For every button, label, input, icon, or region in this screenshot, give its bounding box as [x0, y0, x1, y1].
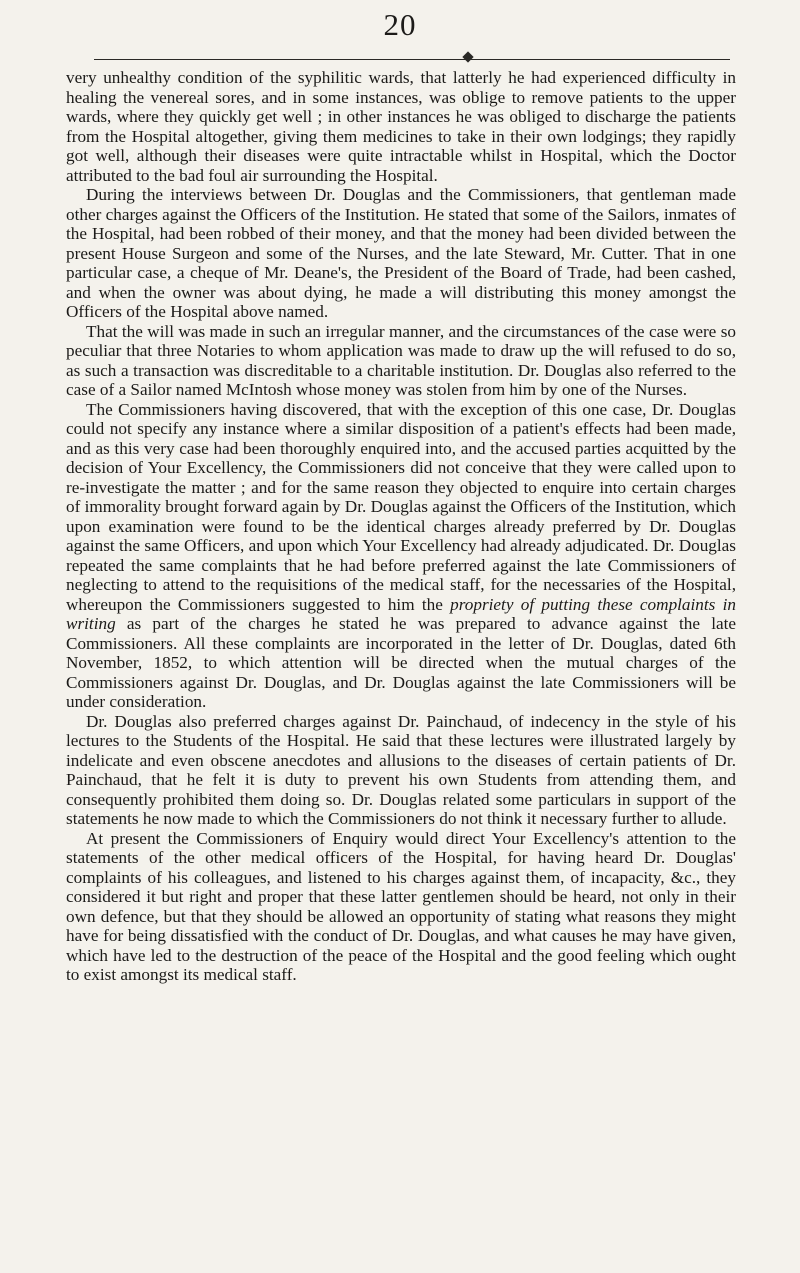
text-segment: as part of the charges he stated he was prepared to advance against the late Commissioners. All these complaints are incorporated in the letter of Dr. Douglas, dated 6th November, 1852, to which attention will be directed when the mutual charges of the Commissioners against Dr. Douglas, and Dr. Douglas against the late Commissioners will be under consideration. — [66, 614, 736, 711]
rule-ornament — [462, 51, 473, 62]
paragraph — [66, 185, 736, 322]
text-segment: The Commissioners having discovered, that with the exception of this one case, Dr. Douglas could not specify any instance where a similar disposition of a patient's effects had been made, and as this very case had been thoroughly enquired into, and the accused parties acquitted by the decision of Your Excellency, the Commissioners did not conceive that they were called upon to re-investigate the matter ; and for the same reason they objected to enquire into certain charges of immorality brought forward again by Dr. Douglas against the Officers of the Institution, which upon examination were found to be the identical charges already preferred by Dr. Douglas against the same Officers, and upon which Your Excellency had already adjudicated. Dr. Douglas repeated the same complaints that he had before preferred against the late Commissioners of neglecting to attend to the requisitions of the medical staff, for the necessaries of the Hospital, whereupon the Commissioners suggested to him the — [66, 399, 736, 614]
text-segment: During the interviews between Dr. Douglas and the Commissioners, that gentleman made other charges against the Officers of the Institution. He stated that some of the Sailors, inmates of the Hospital, had been robbed of their money, and that the money had been divided between the present House Surgeon and some of the Nurses, and the late Steward, Mr. Cutter. That in one particular case, a cheque of Mr. Deane's, the President of the Board of Trade, had been cashed, and when the owner was about dying, he made a will distributing this money amongst the Officers of the Hospital above named. — [66, 185, 736, 321]
page-number: 20 — [383, 7, 417, 42]
text-segment: Dr. Douglas also preferred charges against Dr. Painchaud, of indecency in the style of his lectures to the Students of the Hospital. He said that these lectures were illustrated largely by indelicate and even obscene anecdotes and allusions to the diseases of certain patients of Dr. Painchaud, that he felt it is duty to prevent his own Students from attending them, and consequently prohibited them doing so. Dr. Douglas related some particulars in support of the statements he now made to which the Commissioners do not think it necessary further to allude. — [66, 711, 736, 828]
body-text — [66, 68, 736, 985]
paragraph — [66, 712, 736, 829]
italic-phrase: propriety of putting these complaints in writing — [66, 594, 737, 633]
paragraph — [66, 829, 736, 985]
text-segment: That the will was made in such an irregular manner, and the circumstances of the case were so peculiar that three Notaries to whom application was made to draw up the will refused to do so, as such a transaction was discreditable to a charitable institution. Dr. Douglas also referred to the case of a Sailor named McIntosh whose money was stolen from him by one of the Nurses. — [66, 321, 736, 399]
text-segment: At present the Commissioners of Enquiry would direct Your Excellency's attention to the statements of the other medical officers of the Hospital, for having heard Dr. Douglas' complaints of his colleagues, and listened to his charges against them, of incapacity, &c., they considered it but right and proper that these latter gentlemen should be heard, not only in their own defence, but that they should be allowed an opportunity of stating what reasons they might have for being dissatisfied with the conduct of Dr. Douglas, and what causes he may have given, which have led to the destruction of the peace of the Hospital and the good feeling which ought to exist amongst its medical staff. — [66, 828, 736, 984]
text-segment: very unhealthy condition of the syphilitic wards, that latterly he had experienced difficulty in healing the venereal sores, and in some instances, was oblige to remove patients to the upper wards, where they quickly get well ; in other instances he was obliged to discharge the patients from the Hospital altogether, giving them medicines to take in their own lodgings; they rapidly got well, although their diseases were quite intractable whilst in Hospital, which the Doctor attributed to the bad foul air surrounding the Hospital. — [66, 68, 736, 185]
paragraph — [66, 322, 736, 400]
paragraph — [66, 400, 736, 712]
header-rule — [94, 59, 730, 60]
paragraph — [66, 68, 736, 185]
